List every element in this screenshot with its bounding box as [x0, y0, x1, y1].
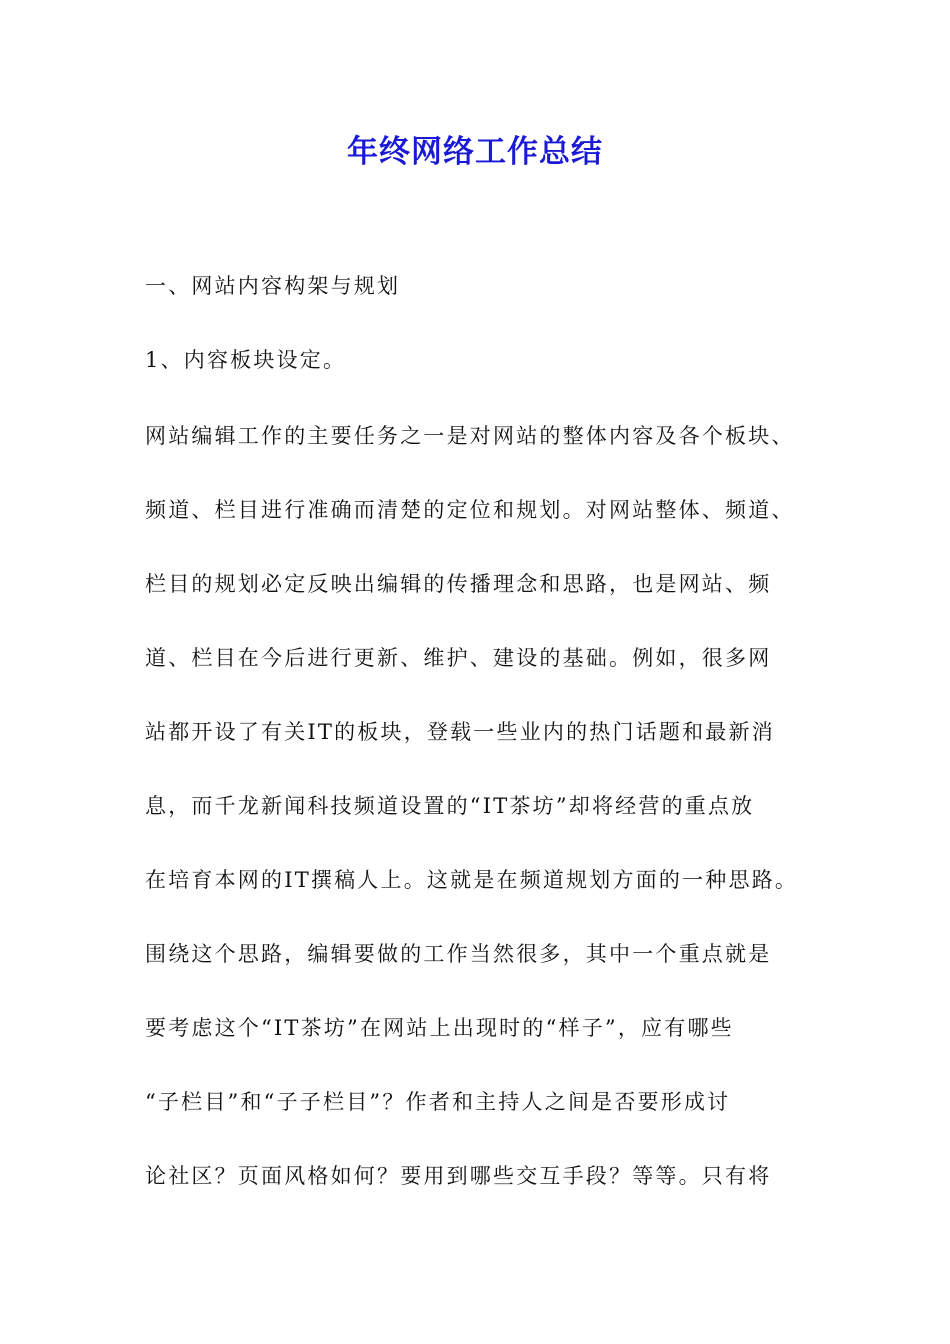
document-title: 年终网络工作总结: [347, 134, 603, 170]
section-heading: 一、网站内容构架与规划: [145, 274, 401, 298]
paragraph-line: 要考虑这个“IT茶坊”在网站上出现时的“样子”，应有哪些: [145, 1016, 734, 1040]
paragraph-line: 在培育本网的IT撰稿人上。这就是在频道规划方面的一种思路。: [145, 868, 799, 892]
paragraph-line: 栏目的规划必定反映出编辑的传播理念和思路，也是网站、频: [145, 572, 772, 596]
paragraph-line: 息，而千龙新闻科技频道设置的“IT茶坊”却将经营的重点放: [145, 794, 755, 818]
paragraph-line: 论社区？页面风格如何？要用到哪些交互手段？等等。只有将: [145, 1164, 772, 1188]
subsection-heading: 1、内容板块设定。: [145, 348, 347, 372]
paragraph-line: 道、栏目在今后进行更新、维护、建设的基础。例如，很多网: [145, 646, 772, 670]
paragraph-line: 频道、栏目进行准确而清楚的定位和规划。对网站整体、频道、: [145, 498, 795, 522]
paragraph-line: “子栏目”和“子子栏目”？作者和主持人之间是否要形成讨: [145, 1090, 731, 1114]
paragraph-line: 站都开设了有关IT的板块，登载一些业内的热门话题和最新消: [145, 720, 775, 744]
paragraph-line: 围绕这个思路，编辑要做的工作当然很多，其中一个重点就是: [145, 942, 772, 966]
paragraph-line: 网站编辑工作的主要任务之一是对网站的整体内容及各个板块、: [145, 424, 795, 448]
